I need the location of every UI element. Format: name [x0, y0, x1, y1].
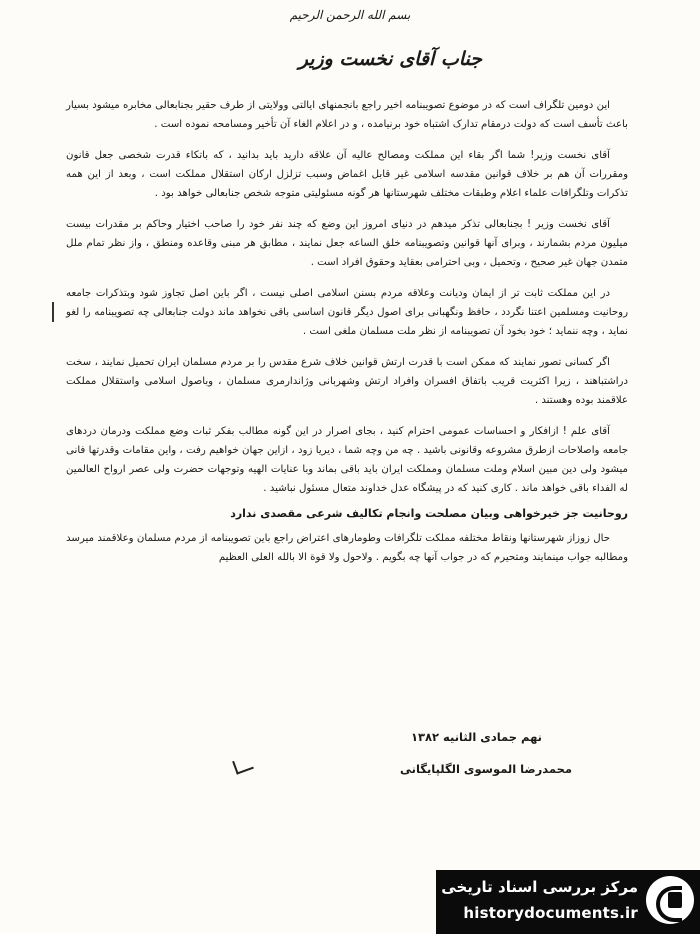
margin-mark: [52, 302, 60, 322]
closing-block: [400, 730, 580, 776]
salutation-heading: جناب آقای نخست وزیر: [298, 48, 482, 70]
paragraph-5: اگر کسانی تصور نمایند که ممکن است با قدرت ارتش قوانین خلاف شرع مقدس را بر مردم مسلمان ایران تحمیل نمایند ، سخت دراشتباهند ، زیرا اکثریت قریب باتفاق افسران وافراد ارتش وشهربانی وژاندارمری مسلمان ، وباصول اسلامی واستقلال مملکت علاقمند بوده وهستند .: [66, 357, 628, 406]
paragraph-6: آقای علم ! ازافکار و احساسات عمومی احترام کنید ، بجای اصرار در این گونه مطالب بفکر ثبات وضع مملکت ودرمان دردهای جامعه واصلاحات ازطرق مشروعه وقانونی باشید . چه من وچه شما ، دیریا زود ، ازاین جهان خواهیم رفت ، واین مقامات وقدرتها فانی میشود ولی دین مبین اسلام وملت مسلمان ومملکت ایران باید باقی بماند وبا عنایات الهیه وتوجهات حضرت ولی عصر ارواح العالمین له الفداء باقی خواهد ماند . کاری کنید که در پیشگاه عدل خداوند متعال مسئول نباشید .: [66, 426, 628, 494]
letter-body: [66, 96, 628, 579]
watermark-banner: [436, 870, 700, 934]
paragraph-1: این دومین تلگراف است که در موضوع تصویبنامه اخیر راجع بانجمنهای ایالتی وولایتی از طرف حقیر بجنابعالی مخابره میشود بسیار باعث تأسف است که دولت درمقام تدارک اشتباه خود برنیامده ، و در اعلام الغاء آن تأخیر ومسامحه نموده است .: [66, 100, 628, 130]
archive-logo-icon: [646, 876, 694, 924]
paragraph-7-emphasis: روحانیت جز خیرخواهی وبیان مصلحت وانجام تکالیف شرعی مقصدی ندارد: [230, 507, 628, 520]
paragraph-2: آقای نخست وزیر! شما اگر بقاء این مملکت ومصالح عالیه آن علاقه دارید باید بدانید ، که باتکاء قدرت شخصی جعل قانون ومقررات آن هم بر خلاف قوانین مقدسه اسلامی غیر قابل اغماض وسبب تزلزل ارکان استقلال مملکت است ، وبعد از این همه تذکرات وتلگرافات علماء اعلام وطبقات مختلف شهرستانها هر گونه مسئولیتی متوجه شخص جنابعالی خواهد بود .: [66, 150, 628, 199]
watermark-url: historydocuments.ir: [463, 904, 638, 922]
watermark-title: مرکز بررسی اسناد تاریخی: [441, 878, 638, 896]
handwritten-tick-mark: [232, 755, 254, 774]
paragraph-8: حال زوزاز شهرستانها ونقاط مختلفه مملکت تلگرافات وطومارهای اعتراض راجع باین تصویبنامه از مردم مسلمان وعلاقمند میرسد ومطالبه جواب مینمایند ومتحیرم که در جواب آنها چه بگویم . ولاحول ولا قوة الا بالله العلی العظیم: [66, 533, 628, 563]
letter-date: نهم جمادی الثانیه ۱۳۸۲: [410, 730, 542, 744]
signature: محمدرضا الموسوی الگلپایگانی: [400, 762, 572, 776]
paragraph-3: آقای نخست وزیر ! بجنابعالی تذکر میدهم در دنیای امروز این وضع که چند نفر خود را صاحب اختیار وحاکم بر مقدرات بیست میلیون مردم بشمارند ، وبرای آنها قوانین وتصویبنامه خلق الساعه جعل نمایند ، مطابق هر مبنی وقاعده ومنطق ، واز نظر تمام ملل متمدن جهان غیر صحیح ، وتحمیل ، وبی احترامی بعقاید وحقوق افراد است .: [66, 219, 628, 268]
basmala-heading: بسم الله الرحمن الرحیم: [289, 8, 411, 22]
paragraph-4: در این مملکت ثابت تر از ایمان ودیانت وعلاقه مردم بسنن اسلامی اصلی نیست ، اگر باین اصل تجاوز شود وبتذکرات جامعه روحانیت ومسلمین اعتنا نگردد ، حافظ ونگهبانی برای اصول دیگر قانون اساسی باقی نخواهد ماند دولت جنابعالی چه تصویبنامه را لغو نماید ، وچه ننماید ؛ خود بخود آن تصویبنامه از نظر ملت مسلمان ملغی است .: [66, 288, 628, 337]
